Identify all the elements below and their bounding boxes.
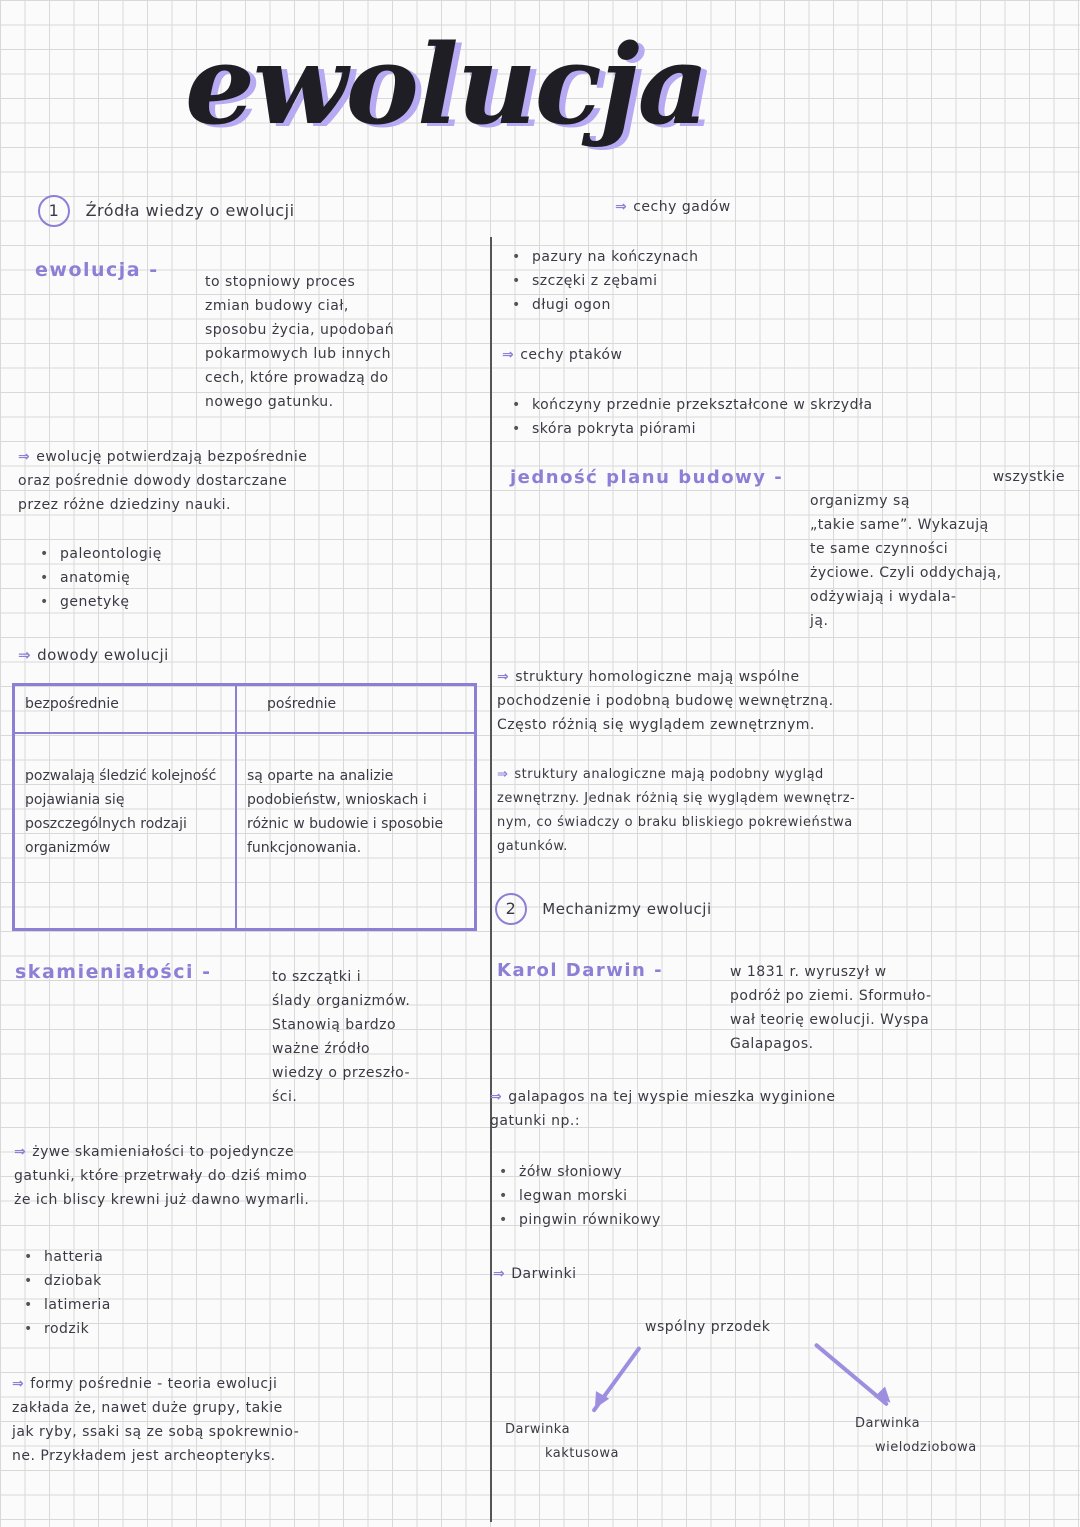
section-number-1: 1 [38, 195, 70, 227]
page-title: ewolucja [185, 20, 707, 149]
arrow-icon: ⇒ [14, 1144, 27, 1160]
def-line: w 1831 r. wyruszył w [730, 964, 887, 980]
list-item: • żółw słoniowy [497, 1160, 661, 1184]
column-divider [490, 237, 492, 1522]
def-line: „takie same”. Wykazują [810, 517, 989, 533]
text-line: ne. Przykładem jest archeopteryks. [12, 1448, 276, 1464]
evidence-table [12, 683, 477, 931]
list-item: • legwan morski [497, 1184, 661, 1208]
ewolucja-definition [205, 270, 485, 414]
table-header-direct: bezpośrednie [14, 685, 237, 733]
list-item: • rodzik [22, 1317, 111, 1341]
arrow-icon: ⇒ [497, 669, 510, 685]
def-line: Stanowią bardzo [272, 1017, 397, 1033]
text-line: zakłada że, nawet duże grupy, takie [12, 1400, 283, 1416]
body-plan-term: jedność planu budowy - [510, 467, 784, 488]
list-item: • genetykę [38, 590, 162, 614]
def-line: wiedzy o przeszło- [272, 1065, 411, 1081]
reptile-traits-list [510, 245, 698, 317]
def-line: te same czynności [810, 541, 949, 557]
ewolucja-term: ewolucja - [35, 259, 159, 281]
arrow-icon: ⇒ [12, 1376, 25, 1392]
table-cell-direct: pozwalają śledzić kolejność pojawiania się poszczególnych rodzaji organizmów [14, 733, 237, 930]
list-item: • długi ogon [510, 293, 698, 317]
text-line: pochodzenie i podobną budowę wewnętrzną. [497, 693, 834, 709]
analogous-paragraph [497, 763, 1072, 859]
arrow-icon: ⇒ [18, 449, 31, 465]
body-plan-definition [810, 465, 1065, 633]
arrowhead-left-icon: ▼ [587, 1385, 613, 1415]
def-line: sposobu życia, upodobań [205, 322, 395, 338]
galapagos-paragraph [490, 1085, 1070, 1133]
arrow-icon: ⇒ [493, 1266, 506, 1282]
finch-left-label: Darwinka kaktusowa [505, 1422, 619, 1461]
table-header-indirect: pośrednie [236, 685, 476, 733]
text-line: że ich bliscy krewni już dawno wymarli. [14, 1192, 310, 1208]
list-item: • dziobak [22, 1269, 111, 1293]
arrow-icon: ⇒ [18, 646, 32, 664]
section-2-title: Mechanizmy ewolucji [542, 900, 712, 918]
fields-list [38, 542, 162, 614]
list-item: • latimeria [22, 1293, 111, 1317]
def-line: wszystkie [992, 469, 1065, 485]
arrow-icon: ⇒ [502, 347, 515, 363]
def-line: to stopniowy proces [205, 274, 356, 290]
def-line: wał teorię ewolucji. Wyspa [730, 1012, 930, 1028]
text-line: gatunków. [497, 839, 568, 854]
table-cell-indirect: są oparte na analizie podobieństw, wnioskach i różnic w budowie i sposobie funkcjonowania. [236, 733, 476, 930]
list-item: • kończyny przednie przekształcone w skrzydła [510, 393, 873, 417]
def-line: ści. [272, 1089, 298, 1105]
arrowhead-right-icon: ▼ [869, 1382, 898, 1410]
living-fossils-list [22, 1245, 111, 1341]
section-1-title: Źródła wiedzy o ewolucji [85, 201, 295, 220]
text-line: struktury homologiczne mają wspólne [515, 669, 800, 685]
def-line: ją. [810, 613, 829, 629]
text-line: gatunki, które przetrwały do dziś mimo [14, 1168, 308, 1184]
common-ancestor-label: wspólny przodek [645, 1319, 771, 1335]
transitional-forms-paragraph [12, 1372, 487, 1468]
finch-right-label: Darwinka wielodziobowa [855, 1416, 977, 1455]
galapagos-species-list [497, 1160, 661, 1232]
text-line: Często różnią się wyglądem zewnętrznym. [497, 717, 815, 733]
list-item: • pingwin równikowy [497, 1208, 661, 1232]
def-line: ważne źródło [272, 1041, 371, 1057]
skamienialosci-term: skamieniałości - [15, 961, 212, 983]
def-line: organizmy są [810, 493, 910, 509]
def-line: nowego gatunku. [205, 394, 334, 410]
arrow-icon: ⇒ [615, 199, 628, 215]
section-1-heading [38, 195, 295, 227]
text-line: formy pośrednie - teoria ewolucji [30, 1376, 278, 1392]
list-item: • paleontologię [38, 542, 162, 566]
homologous-paragraph [497, 665, 1067, 737]
section-number-2: 2 [495, 893, 527, 925]
def-line: pokarmowych lub innych [205, 346, 391, 362]
darwin-term: Karol Darwin - [497, 960, 664, 981]
skamienialosci-definition [272, 965, 482, 1109]
text-line: żywe skamieniałości to pojedyncze [32, 1144, 295, 1160]
text-line: galapagos na tej wyspie mieszka wyginione [508, 1089, 836, 1105]
living-fossils-paragraph [14, 1140, 484, 1212]
bird-traits-heading: ⇒ cechy ptaków [502, 347, 623, 363]
def-line: ślady organizmów. [272, 993, 411, 1009]
arrow-icon: ⇒ [497, 767, 509, 782]
list-item: • szczęki z zębami [510, 269, 698, 293]
bird-traits-list [510, 393, 873, 441]
def-line: to szczątki i [272, 969, 362, 985]
evidence-heading: ⇒ dowody ewolucji [18, 646, 169, 664]
text-line: ewolucję potwierdzają bezpośrednie [36, 449, 308, 465]
darwin-finches-heading: ⇒ Darwinki [493, 1266, 577, 1282]
section-2-heading [495, 893, 712, 925]
def-line: życiowe. Czyli oddychają, odżywiają i wydala- [810, 565, 1002, 605]
list-item: • skóra pokryta piórami [510, 417, 873, 441]
list-item: • anatomię [38, 566, 162, 590]
def-line: podróż po ziemi. Sformuło- [730, 988, 932, 1004]
text-line: gatunki np.: [490, 1113, 581, 1129]
def-line: zmian budowy ciał, [205, 298, 349, 314]
darwin-definition [730, 960, 1070, 1056]
list-item: • pazury na kończynach [510, 245, 698, 269]
arrow-icon: ⇒ [490, 1089, 503, 1105]
text-line: nym, co świadczy o braku bliskiego pokrewieństwa [497, 815, 853, 830]
list-item: • hatteria [22, 1245, 111, 1269]
evidence-paragraph [18, 445, 478, 517]
text-line: jak ryby, ssaki są ze sobą spokrewnio- [12, 1424, 300, 1440]
text-line: zewnętrzny. Jednak różnią się wyglądem wewnętrz- [497, 791, 856, 806]
def-line: cech, które prowadzą do [205, 370, 389, 386]
text-line: przez różne dziedziny nauki. [18, 497, 231, 513]
reptile-traits-heading: ⇒ cechy gadów [615, 199, 731, 215]
text-line: oraz pośrednie dowody dostarczane [18, 473, 288, 489]
text-line: struktury analogiczne mają podobny wygląd [514, 767, 824, 782]
def-line: Galapagos. [730, 1036, 814, 1052]
